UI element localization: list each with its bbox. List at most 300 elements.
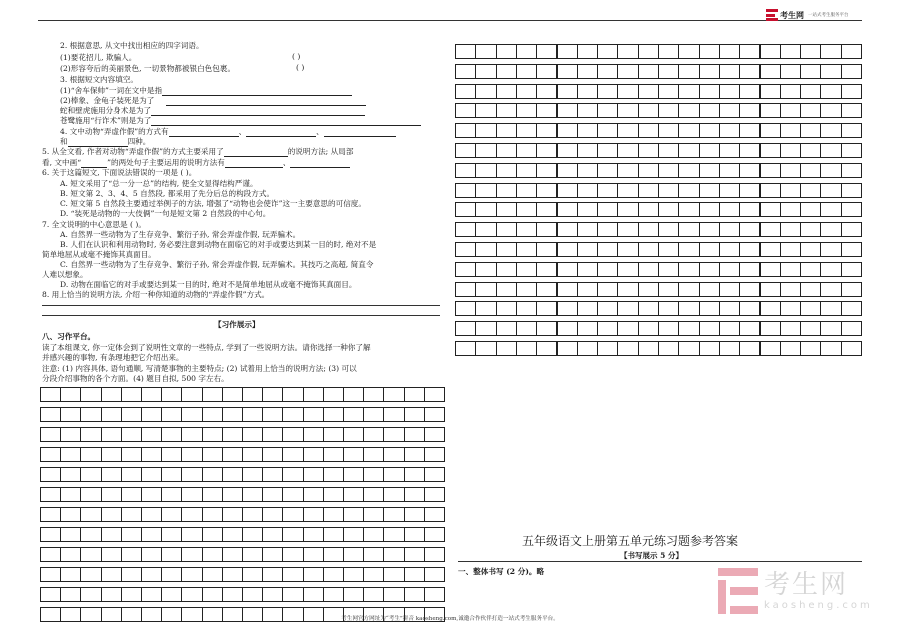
- grid-cell[interactable]: [424, 447, 445, 462]
- question-6-option-a[interactable]: A. 短文采用了“总一分一总”的结构, 使全文显得结构严谨。: [60, 179, 258, 188]
- grid-cell[interactable]: [516, 262, 537, 277]
- grid-cell[interactable]: [780, 163, 801, 178]
- grid-cell[interactable]: [222, 467, 243, 482]
- grid-cell[interactable]: [475, 64, 496, 79]
- grid-cell[interactable]: [577, 341, 598, 356]
- grid-cell[interactable]: [363, 407, 384, 422]
- answer-blank[interactable]: [290, 159, 350, 168]
- grid-cell[interactable]: [424, 467, 445, 482]
- grid-cell[interactable]: [282, 547, 303, 562]
- grid-cell[interactable]: [557, 44, 578, 59]
- grid-cell[interactable]: [424, 587, 445, 602]
- grid-cell[interactable]: [202, 407, 223, 422]
- grid-cell[interactable]: [557, 341, 578, 356]
- grid-cell[interactable]: [658, 123, 679, 138]
- grid-cell[interactable]: [161, 387, 182, 402]
- grid-cell[interactable]: [343, 387, 364, 402]
- grid-cell[interactable]: [760, 242, 781, 257]
- grid-cell[interactable]: [383, 407, 404, 422]
- grid-cell[interactable]: [60, 567, 81, 582]
- grid-cell[interactable]: [536, 183, 557, 198]
- grid-cell[interactable]: [282, 447, 303, 462]
- grid-cell[interactable]: [557, 123, 578, 138]
- grid-cell[interactable]: [678, 262, 699, 277]
- grid-cell[interactable]: [841, 103, 862, 118]
- grid-cell[interactable]: [597, 103, 618, 118]
- grid-cell[interactable]: [80, 587, 101, 602]
- grid-cell[interactable]: [557, 222, 578, 237]
- grid-cell[interactable]: [820, 202, 841, 217]
- grid-cell[interactable]: [557, 282, 578, 297]
- grid-cell[interactable]: [282, 587, 303, 602]
- grid-cell[interactable]: [141, 587, 162, 602]
- grid-cell[interactable]: [577, 64, 598, 79]
- grid-cell[interactable]: [557, 301, 578, 316]
- writing-grid-left[interactable]: [40, 387, 444, 627]
- grid-cell[interactable]: [60, 427, 81, 442]
- grid-cell[interactable]: [424, 387, 445, 402]
- grid-cell[interactable]: [323, 547, 344, 562]
- grid-cell[interactable]: [516, 103, 537, 118]
- grid-cell[interactable]: [577, 222, 598, 237]
- grid-cell[interactable]: [638, 123, 659, 138]
- grid-cell[interactable]: [496, 222, 517, 237]
- grid-cell[interactable]: [475, 103, 496, 118]
- grid-cell[interactable]: [739, 143, 760, 158]
- grid-cell[interactable]: [800, 301, 821, 316]
- grid-cell[interactable]: [597, 301, 618, 316]
- grid-cell[interactable]: [780, 321, 801, 336]
- grid-cell[interactable]: [597, 222, 618, 237]
- grid-cell[interactable]: [699, 183, 720, 198]
- grid-cell[interactable]: [678, 242, 699, 257]
- grid-cell[interactable]: [475, 321, 496, 336]
- grid-cell[interactable]: [475, 202, 496, 217]
- grid-cell[interactable]: [262, 507, 283, 522]
- grid-cell[interactable]: [597, 64, 618, 79]
- grid-cell[interactable]: [475, 123, 496, 138]
- grid-cell[interactable]: [303, 467, 324, 482]
- grid-cell[interactable]: [597, 163, 618, 178]
- grid-cell[interactable]: [780, 262, 801, 277]
- grid-cell[interactable]: [40, 487, 61, 502]
- grid-cell[interactable]: [536, 163, 557, 178]
- question-2-2-answer[interactable]: ( ): [296, 63, 305, 72]
- grid-cell[interactable]: [60, 387, 81, 402]
- grid-cell[interactable]: [303, 587, 324, 602]
- grid-cell[interactable]: [202, 487, 223, 502]
- grid-cell[interactable]: [780, 143, 801, 158]
- grid-cell[interactable]: [404, 447, 425, 462]
- grid-cell[interactable]: [141, 447, 162, 462]
- grid-cell[interactable]: [597, 143, 618, 158]
- grid-cell[interactable]: [282, 507, 303, 522]
- grid-cell[interactable]: [820, 262, 841, 277]
- grid-cell[interactable]: [475, 222, 496, 237]
- grid-cell[interactable]: [141, 407, 162, 422]
- grid-cell[interactable]: [181, 447, 202, 462]
- grid-cell[interactable]: [303, 427, 324, 442]
- grid-cell[interactable]: [577, 183, 598, 198]
- grid-cell[interactable]: [424, 487, 445, 502]
- grid-cell[interactable]: [424, 567, 445, 582]
- grid-cell[interactable]: [363, 387, 384, 402]
- grid-cell[interactable]: [80, 427, 101, 442]
- grid-cell[interactable]: [202, 447, 223, 462]
- grid-cell[interactable]: [323, 467, 344, 482]
- grid-cell[interactable]: [658, 282, 679, 297]
- grid-cell[interactable]: [343, 527, 364, 542]
- grid-cell[interactable]: [658, 143, 679, 158]
- grid-cell[interactable]: [780, 44, 801, 59]
- grid-cell[interactable]: [455, 143, 476, 158]
- grid-cell[interactable]: [383, 527, 404, 542]
- grid-cell[interactable]: [577, 282, 598, 297]
- grid-cell[interactable]: [424, 407, 445, 422]
- grid-cell[interactable]: [496, 44, 517, 59]
- question-6-option-d[interactable]: D. “装死是动物的一大伎俩”一句是短文第 2 自然段的中心句。: [60, 209, 271, 218]
- grid-cell[interactable]: [141, 507, 162, 522]
- grid-cell[interactable]: [101, 387, 122, 402]
- grid-cell[interactable]: [121, 467, 142, 482]
- grid-cell[interactable]: [496, 84, 517, 99]
- grid-cell[interactable]: [699, 301, 720, 316]
- grid-cell[interactable]: [699, 44, 720, 59]
- grid-cell[interactable]: [343, 567, 364, 582]
- grid-cell[interactable]: [404, 467, 425, 482]
- grid-cell[interactable]: [638, 103, 659, 118]
- grid-cell[interactable]: [303, 507, 324, 522]
- grid-cell[interactable]: [638, 84, 659, 99]
- grid-cell[interactable]: [658, 202, 679, 217]
- grid-cell[interactable]: [455, 44, 476, 59]
- grid-cell[interactable]: [536, 301, 557, 316]
- grid-cell[interactable]: [638, 163, 659, 178]
- grid-cell[interactable]: [40, 427, 61, 442]
- grid-cell[interactable]: [719, 321, 740, 336]
- grid-cell[interactable]: [323, 507, 344, 522]
- grid-cell[interactable]: [383, 467, 404, 482]
- grid-cell[interactable]: [678, 123, 699, 138]
- grid-cell[interactable]: [678, 44, 699, 59]
- writing-grid-right[interactable]: [455, 44, 861, 361]
- grid-cell[interactable]: [800, 242, 821, 257]
- grid-cell[interactable]: [760, 202, 781, 217]
- grid-cell[interactable]: [516, 183, 537, 198]
- grid-cell[interactable]: [800, 202, 821, 217]
- grid-cell[interactable]: [343, 427, 364, 442]
- grid-cell[interactable]: [739, 103, 760, 118]
- grid-cell[interactable]: [617, 103, 638, 118]
- grid-cell[interactable]: [617, 242, 638, 257]
- grid-cell[interactable]: [121, 447, 142, 462]
- grid-cell[interactable]: [303, 487, 324, 502]
- grid-cell[interactable]: [678, 341, 699, 356]
- grid-cell[interactable]: [475, 143, 496, 158]
- grid-cell[interactable]: [760, 183, 781, 198]
- grid-cell[interactable]: [820, 143, 841, 158]
- grid-cell[interactable]: [739, 282, 760, 297]
- grid-cell[interactable]: [760, 163, 781, 178]
- grid-cell[interactable]: [820, 341, 841, 356]
- grid-cell[interactable]: [760, 84, 781, 99]
- grid-cell[interactable]: [516, 64, 537, 79]
- grid-cell[interactable]: [516, 84, 537, 99]
- grid-cell[interactable]: [820, 301, 841, 316]
- answer-line[interactable]: [42, 315, 440, 316]
- grid-cell[interactable]: [363, 447, 384, 462]
- grid-cell[interactable]: [404, 587, 425, 602]
- grid-cell[interactable]: [739, 301, 760, 316]
- grid-cell[interactable]: [343, 447, 364, 462]
- grid-cell[interactable]: [800, 84, 821, 99]
- answer-blank[interactable]: [169, 128, 239, 137]
- grid-cell[interactable]: [617, 301, 638, 316]
- grid-cell[interactable]: [323, 567, 344, 582]
- grid-cell[interactable]: [800, 341, 821, 356]
- grid-cell[interactable]: [658, 163, 679, 178]
- grid-cell[interactable]: [739, 84, 760, 99]
- grid-cell[interactable]: [536, 262, 557, 277]
- grid-cell[interactable]: [262, 447, 283, 462]
- grid-cell[interactable]: [820, 44, 841, 59]
- grid-cell[interactable]: [719, 103, 740, 118]
- grid-cell[interactable]: [516, 282, 537, 297]
- grid-cell[interactable]: [760, 341, 781, 356]
- grid-cell[interactable]: [699, 282, 720, 297]
- question-7-option-d[interactable]: D. 动物在面临它的对手或要达到某一目的时, 绝对不是简单地屈从或毫不掩饰其真面目。: [60, 280, 357, 289]
- grid-cell[interactable]: [141, 567, 162, 582]
- grid-cell[interactable]: [181, 587, 202, 602]
- grid-cell[interactable]: [536, 341, 557, 356]
- grid-cell[interactable]: [496, 64, 517, 79]
- grid-cell[interactable]: [424, 507, 445, 522]
- grid-cell[interactable]: [577, 123, 598, 138]
- grid-cell[interactable]: [383, 427, 404, 442]
- grid-cell[interactable]: [141, 387, 162, 402]
- grid-cell[interactable]: [303, 527, 324, 542]
- grid-cell[interactable]: [404, 567, 425, 582]
- grid-cell[interactable]: [617, 64, 638, 79]
- grid-cell[interactable]: [222, 547, 243, 562]
- grid-cell[interactable]: [820, 84, 841, 99]
- grid-cell[interactable]: [536, 143, 557, 158]
- grid-cell[interactable]: [699, 202, 720, 217]
- grid-cell[interactable]: [536, 282, 557, 297]
- grid-cell[interactable]: [719, 222, 740, 237]
- grid-cell[interactable]: [719, 123, 740, 138]
- grid-cell[interactable]: [40, 507, 61, 522]
- grid-cell[interactable]: [719, 183, 740, 198]
- grid-cell[interactable]: [202, 427, 223, 442]
- grid-cell[interactable]: [577, 301, 598, 316]
- grid-cell[interactable]: [719, 301, 740, 316]
- grid-cell[interactable]: [161, 527, 182, 542]
- grid-cell[interactable]: [678, 143, 699, 158]
- grid-cell[interactable]: [202, 587, 223, 602]
- grid-cell[interactable]: [678, 202, 699, 217]
- grid-cell[interactable]: [60, 467, 81, 482]
- grid-cell[interactable]: [404, 407, 425, 422]
- grid-cell[interactable]: [739, 222, 760, 237]
- grid-cell[interactable]: [739, 64, 760, 79]
- grid-cell[interactable]: [80, 467, 101, 482]
- grid-cell[interactable]: [455, 84, 476, 99]
- grid-cell[interactable]: [658, 242, 679, 257]
- grid-cell[interactable]: [181, 407, 202, 422]
- grid-cell[interactable]: [597, 262, 618, 277]
- grid-cell[interactable]: [760, 282, 781, 297]
- grid-cell[interactable]: [699, 222, 720, 237]
- grid-cell[interactable]: [760, 321, 781, 336]
- grid-cell[interactable]: [597, 242, 618, 257]
- grid-cell[interactable]: [699, 103, 720, 118]
- grid-cell[interactable]: [496, 143, 517, 158]
- grid-cell[interactable]: [424, 547, 445, 562]
- grid-cell[interactable]: [475, 183, 496, 198]
- grid-cell[interactable]: [101, 427, 122, 442]
- grid-cell[interactable]: [282, 427, 303, 442]
- grid-cell[interactable]: [699, 242, 720, 257]
- grid-cell[interactable]: [557, 242, 578, 257]
- grid-cell[interactable]: [262, 587, 283, 602]
- grid-cell[interactable]: [800, 282, 821, 297]
- grid-cell[interactable]: [760, 123, 781, 138]
- grid-cell[interactable]: [739, 262, 760, 277]
- grid-cell[interactable]: [161, 447, 182, 462]
- grid-cell[interactable]: [383, 387, 404, 402]
- grid-cell[interactable]: [202, 547, 223, 562]
- grid-cell[interactable]: [800, 262, 821, 277]
- grid-cell[interactable]: [678, 84, 699, 99]
- grid-cell[interactable]: [719, 84, 740, 99]
- grid-cell[interactable]: [475, 282, 496, 297]
- grid-cell[interactable]: [841, 64, 862, 79]
- grid-cell[interactable]: [739, 341, 760, 356]
- grid-cell[interactable]: [404, 387, 425, 402]
- grid-cell[interactable]: [141, 527, 162, 542]
- grid-cell[interactable]: [181, 567, 202, 582]
- grid-cell[interactable]: [202, 387, 223, 402]
- grid-cell[interactable]: [222, 487, 243, 502]
- grid-cell[interactable]: [363, 487, 384, 502]
- grid-cell[interactable]: [121, 587, 142, 602]
- grid-cell[interactable]: [161, 467, 182, 482]
- grid-cell[interactable]: [617, 341, 638, 356]
- grid-cell[interactable]: [242, 587, 263, 602]
- grid-cell[interactable]: [820, 242, 841, 257]
- grid-cell[interactable]: [161, 547, 182, 562]
- grid-cell[interactable]: [658, 183, 679, 198]
- grid-cell[interactable]: [222, 507, 243, 522]
- grid-cell[interactable]: [658, 103, 679, 118]
- grid-cell[interactable]: [424, 427, 445, 442]
- grid-cell[interactable]: [678, 321, 699, 336]
- grid-cell[interactable]: [121, 427, 142, 442]
- grid-cell[interactable]: [455, 301, 476, 316]
- grid-cell[interactable]: [323, 447, 344, 462]
- grid-cell[interactable]: [141, 487, 162, 502]
- grid-cell[interactable]: [282, 527, 303, 542]
- question-6-option-b[interactable]: B. 短文第 2、3、4、5 自然段, 都采用了先分后总的构段方式。: [60, 189, 275, 198]
- grid-cell[interactable]: [404, 547, 425, 562]
- grid-cell[interactable]: [181, 547, 202, 562]
- grid-cell[interactable]: [557, 84, 578, 99]
- grid-cell[interactable]: [40, 527, 61, 542]
- grid-cell[interactable]: [121, 527, 142, 542]
- grid-cell[interactable]: [617, 84, 638, 99]
- grid-cell[interactable]: [557, 262, 578, 277]
- grid-cell[interactable]: [536, 64, 557, 79]
- grid-cell[interactable]: [303, 567, 324, 582]
- grid-cell[interactable]: [516, 163, 537, 178]
- grid-cell[interactable]: [242, 427, 263, 442]
- grid-cell[interactable]: [455, 103, 476, 118]
- grid-cell[interactable]: [597, 84, 618, 99]
- grid-cell[interactable]: [780, 84, 801, 99]
- grid-cell[interactable]: [282, 567, 303, 582]
- grid-cell[interactable]: [699, 143, 720, 158]
- grid-cell[interactable]: [719, 341, 740, 356]
- grid-cell[interactable]: [496, 282, 517, 297]
- grid-cell[interactable]: [121, 387, 142, 402]
- grid-cell[interactable]: [780, 64, 801, 79]
- grid-cell[interactable]: [80, 527, 101, 542]
- grid-cell[interactable]: [638, 202, 659, 217]
- grid-cell[interactable]: [739, 242, 760, 257]
- grid-cell[interactable]: [719, 163, 740, 178]
- grid-cell[interactable]: [202, 467, 223, 482]
- grid-cell[interactable]: [121, 547, 142, 562]
- grid-cell[interactable]: [719, 242, 740, 257]
- grid-cell[interactable]: [40, 407, 61, 422]
- grid-cell[interactable]: [516, 301, 537, 316]
- grid-cell[interactable]: [262, 407, 283, 422]
- grid-cell[interactable]: [841, 183, 862, 198]
- grid-cell[interactable]: [780, 341, 801, 356]
- grid-cell[interactable]: [577, 44, 598, 59]
- grid-cell[interactable]: [536, 202, 557, 217]
- grid-cell[interactable]: [101, 467, 122, 482]
- grid-cell[interactable]: [475, 163, 496, 178]
- grid-cell[interactable]: [101, 567, 122, 582]
- grid-cell[interactable]: [820, 282, 841, 297]
- grid-cell[interactable]: [800, 64, 821, 79]
- grid-cell[interactable]: [262, 467, 283, 482]
- grid-cell[interactable]: [363, 507, 384, 522]
- grid-cell[interactable]: [678, 282, 699, 297]
- grid-cell[interactable]: [557, 143, 578, 158]
- grid-cell[interactable]: [800, 123, 821, 138]
- question-2-1-answer[interactable]: ( ): [292, 52, 301, 61]
- grid-cell[interactable]: [80, 407, 101, 422]
- grid-cell[interactable]: [577, 202, 598, 217]
- grid-cell[interactable]: [678, 222, 699, 237]
- grid-cell[interactable]: [475, 301, 496, 316]
- grid-cell[interactable]: [424, 527, 445, 542]
- grid-cell[interactable]: [40, 567, 61, 582]
- grid-cell[interactable]: [303, 547, 324, 562]
- grid-cell[interactable]: [181, 507, 202, 522]
- grid-cell[interactable]: [161, 567, 182, 582]
- grid-cell[interactable]: [760, 103, 781, 118]
- grid-cell[interactable]: [404, 527, 425, 542]
- grid-cell[interactable]: [40, 387, 61, 402]
- grid-cell[interactable]: [60, 507, 81, 522]
- grid-cell[interactable]: [323, 527, 344, 542]
- grid-cell[interactable]: [282, 467, 303, 482]
- grid-cell[interactable]: [719, 143, 740, 158]
